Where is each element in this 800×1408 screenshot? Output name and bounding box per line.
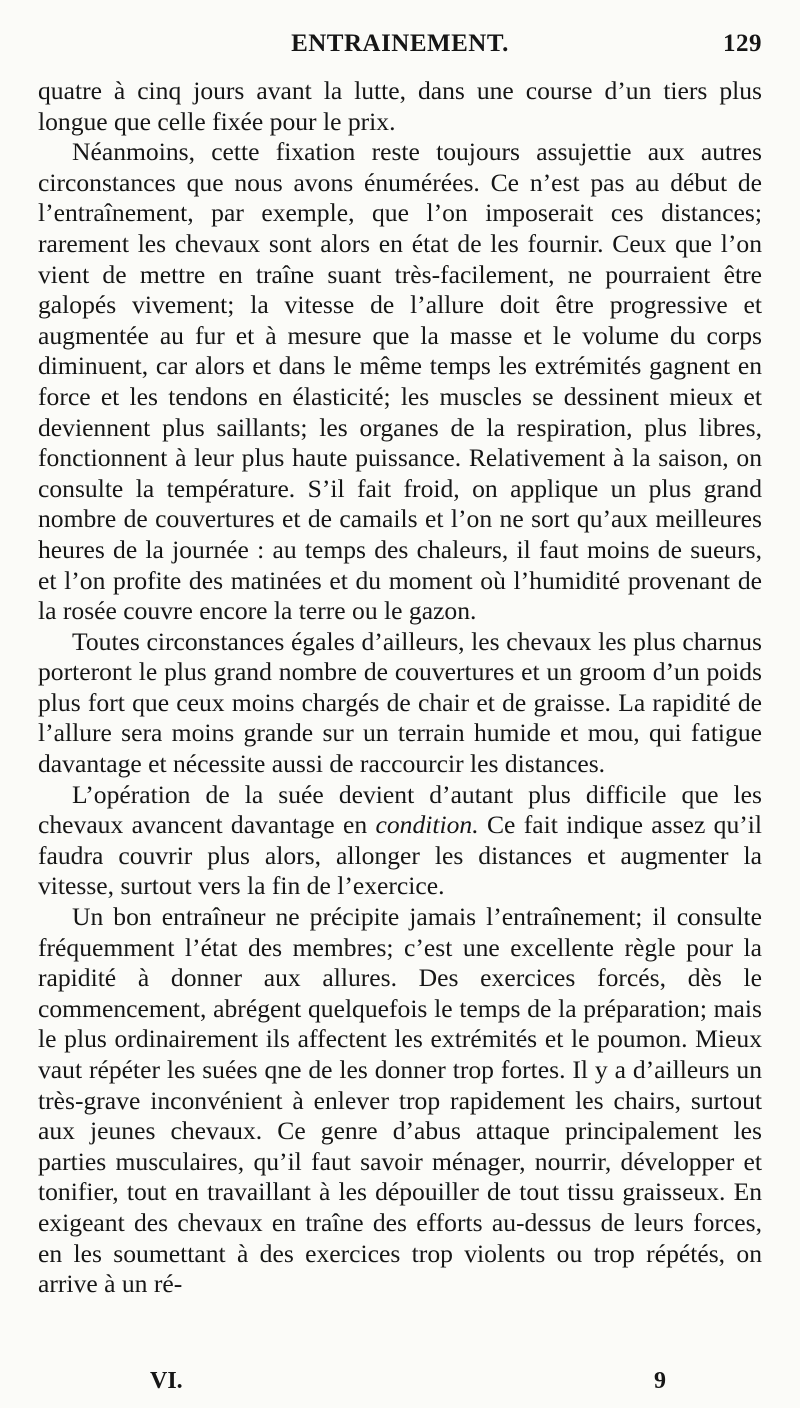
signature-mark: VI.	[150, 1368, 183, 1394]
paragraph-condition-before: L’opération de la suée devient d’autant plus difficile que les chevaux avancent davantage en	[38, 779, 762, 840]
running-head	[38, 30, 762, 66]
running-title: ENTRAINEMENT.	[291, 30, 509, 57]
paragraph-trainer: Un bon entraîneur ne précipite jamais l’entraînement; il consulte fréquemment l’état des membres; c’est une excellente règle pour la rapidité à donner aux allures. Des exercices forcés, dès le commencement, abrégent quelquefois le temps de la préparation; mais le plus ordinairement ils affectent les extrémités et le poumon. Mieux vaut répéter les suées qne de les donner trop fortes. Il y a d’ailleurs un très-grave inconvénient à enlever trop rapidement les chairs, surtout aux jeunes chevaux. Ce genre d’abus attaque principalement les parties musculaires, qu’il faut savoir ménager, nourrir, développer et tonifier, tout en travaillant à les dépouiller de tout tissu graisseux. En exigeant des chevaux en traîne des efforts au-dessus de leurs forces, en les soumettant à des exercices trop violents ou trop répétés, on arrive à un ré-	[38, 902, 762, 1299]
paragraph-covering: Toutes circonstances égales d’ailleurs, les chevaux les plus charnus porteront le plus grand nombre de couvertures et un groom d’un poids plus fort que ceux moins chargés de chair et de graisse. La rapidité de l’allure sera moins grande sur un terrain humide et mou, qui fatigue davantage et nécessite aussi de raccourcir les distances.	[38, 626, 762, 779]
condition-italic-word: condition.	[375, 810, 479, 840]
paragraph-distances: Néanmoins, cette fixation reste toujours assujettie aux autres circonstances que nous avons énumérées. Ce n’est pas au début de l’entraînement, par exemple, que l’on imposerait ces distances; rarement les chevaux sont alors en état de les fournir. Ceux que l’on vient de mettre en traîne suant très-facilement, ne pourraient être galopés vivement; la vitesse de l’allure doit être progressive et augmentée au fur et à mesure que la masse et le volume du corps diminuent, car alors et dans le même temps les extrémités gagnent en force et les tendons en élasticité; les muscles se dessinent mieux et deviennent plus saillants; les organes de la respiration, plus libres, fonctionnent à leur plus haute puissance. Relativement à la saison, on consulte la température. S’il fait froid, on applique un plus grand nombre de couvertures et de camails et l’on ne sort qu’aux meilleures heures de la journée : au temps des chaleurs, il faut moins de sueurs, et l’on profite des matinées et du moment où l’humidité provenant de la rosée couvre encore la terre ou le gazon.	[38, 137, 762, 626]
paragraph-continuation: quatre à cinq jours avant la lutte, dans une course d’un tiers plus longue que celle fixée pour le prix.	[38, 76, 762, 136]
paragraph-condition-after: Ce fait indique assez qu’il faudra couvrir plus alors, allonger les distances et augmenter la vitesse, surtout vers la fin de l’exercice.	[38, 810, 762, 901]
paragraph-condition	[38, 780, 762, 902]
page-footer	[38, 1368, 762, 1398]
body-text	[38, 76, 762, 1300]
gathering-number: 9	[654, 1368, 666, 1394]
page-number: 129	[723, 30, 762, 57]
